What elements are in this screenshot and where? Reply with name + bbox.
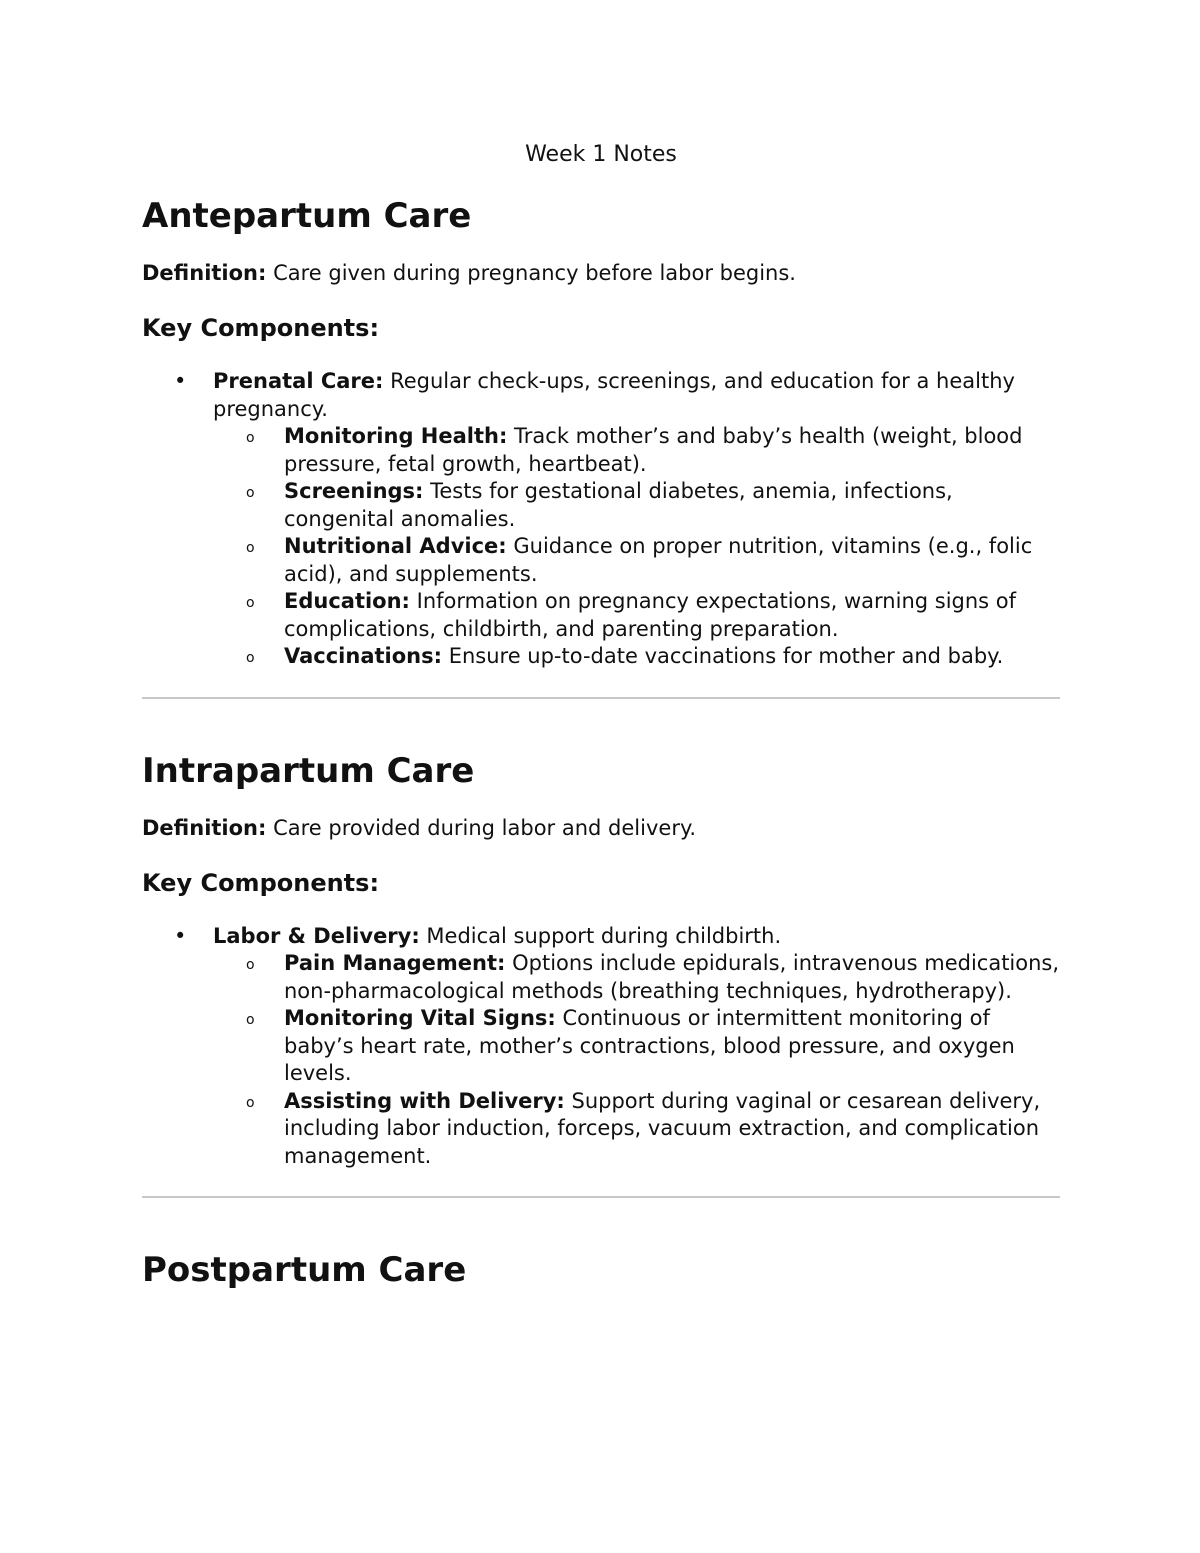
definition-label: Definition: <box>142 815 267 840</box>
sub-item-label: Vaccinations: <box>284 644 443 668</box>
sub-list-item <box>142 1088 1060 1171</box>
sub-item-text: Tests for gestational diabetes, anemia, infections, congenital anomalies. <box>284 479 953 531</box>
sub-item-text: Guidance on proper nutrition, vitamins (e.g., folic acid), and supplements. <box>284 534 1033 586</box>
circle-bullet-icon: o <box>246 650 255 666</box>
definition <box>142 259 1060 287</box>
section-intrapartum <box>142 699 1060 1199</box>
sub-item-text: Ensure up-to-date vaccinations for mother and baby. <box>442 644 1004 668</box>
bullet-icon: • <box>174 369 187 393</box>
sub-list-item <box>142 533 1060 588</box>
section-heading: Postpartum Care <box>142 1250 467 1290</box>
item-text: Regular check-ups, screenings, and education for a healthy pregnancy. <box>213 369 1015 421</box>
sub-list-item <box>142 950 1060 1005</box>
definition-label: Definition: <box>142 261 267 285</box>
definition-text: Care provided during labor and delivery. <box>266 815 697 840</box>
circle-bullet-icon: o <box>246 485 255 501</box>
sub-item-text: Information on pregnancy expectations, warning signs of complications, childbirth, and parenting preparation. <box>284 589 1017 641</box>
sub-item-label: Assisting with Delivery: <box>284 1088 565 1113</box>
document-page <box>142 138 1060 1290</box>
circle-bullet-icon: o <box>246 1012 255 1028</box>
document-title: Week 1 Notes <box>525 142 677 167</box>
circle-bullet-icon: o <box>246 595 255 611</box>
sub-list <box>213 423 1060 671</box>
sub-list-item <box>142 643 1060 671</box>
definition-text: Care given during pregnancy before labor begins. <box>266 261 796 285</box>
definition <box>142 814 1060 842</box>
key-components-heading: Key Components: <box>142 868 380 897</box>
sub-list <box>213 950 1060 1170</box>
item-label: Prenatal Care: <box>213 369 384 393</box>
components-list <box>142 923 1060 1171</box>
components-list <box>142 368 1060 671</box>
sub-item-text: Track mother’s and baby’s health (weight, blood pressure, fetal growth, heartbeat). <box>284 424 1023 476</box>
sub-item-label: Monitoring Vital Signs: <box>284 1006 556 1030</box>
circle-bullet-icon: o <box>246 430 255 446</box>
sub-list-item <box>142 1005 1060 1088</box>
sub-list-item <box>142 478 1060 533</box>
sub-item-label: Pain Management: <box>284 951 506 975</box>
sub-item-text: Continuous or intermittent monitoring of baby’s heart rate, mother’s contractions, blood pressure, and oxygen levels. <box>284 1006 1015 1085</box>
sub-item-text: Support during vaginal or cesarean delivery, including labor induction, forceps, vacuum extraction, and complication management. <box>284 1088 1041 1168</box>
circle-bullet-icon: o <box>246 957 255 973</box>
sub-item-text: Options include epidurals, intravenous medications, non-pharmacological methods (breathing techniques, hydrotherapy). <box>284 951 1060 1003</box>
bullet-icon: • <box>174 923 187 948</box>
sub-item-label: Monitoring Health: <box>284 424 508 448</box>
circle-bullet-icon: o <box>246 1094 255 1111</box>
sub-list-item <box>142 423 1060 478</box>
list-item <box>142 923 1060 1171</box>
section-antepartum <box>142 172 1060 699</box>
list-item <box>142 368 1060 671</box>
circle-bullet-icon: o <box>246 540 255 556</box>
item-text: Medical support during childbirth. <box>419 923 782 948</box>
section-heading: Intrapartum Care <box>142 750 475 791</box>
key-components-heading: Key Components: <box>142 314 380 342</box>
sub-item-label: Nutritional Advice: <box>284 534 507 558</box>
item-label: Labor & Delivery: <box>213 923 420 948</box>
sub-list-item <box>142 588 1060 643</box>
sub-item-label: Education: <box>284 589 410 613</box>
sub-item-label: Screenings: <box>284 479 424 503</box>
section-postpartum <box>142 1198 1060 1290</box>
section-heading: Antepartum Care <box>142 196 472 236</box>
